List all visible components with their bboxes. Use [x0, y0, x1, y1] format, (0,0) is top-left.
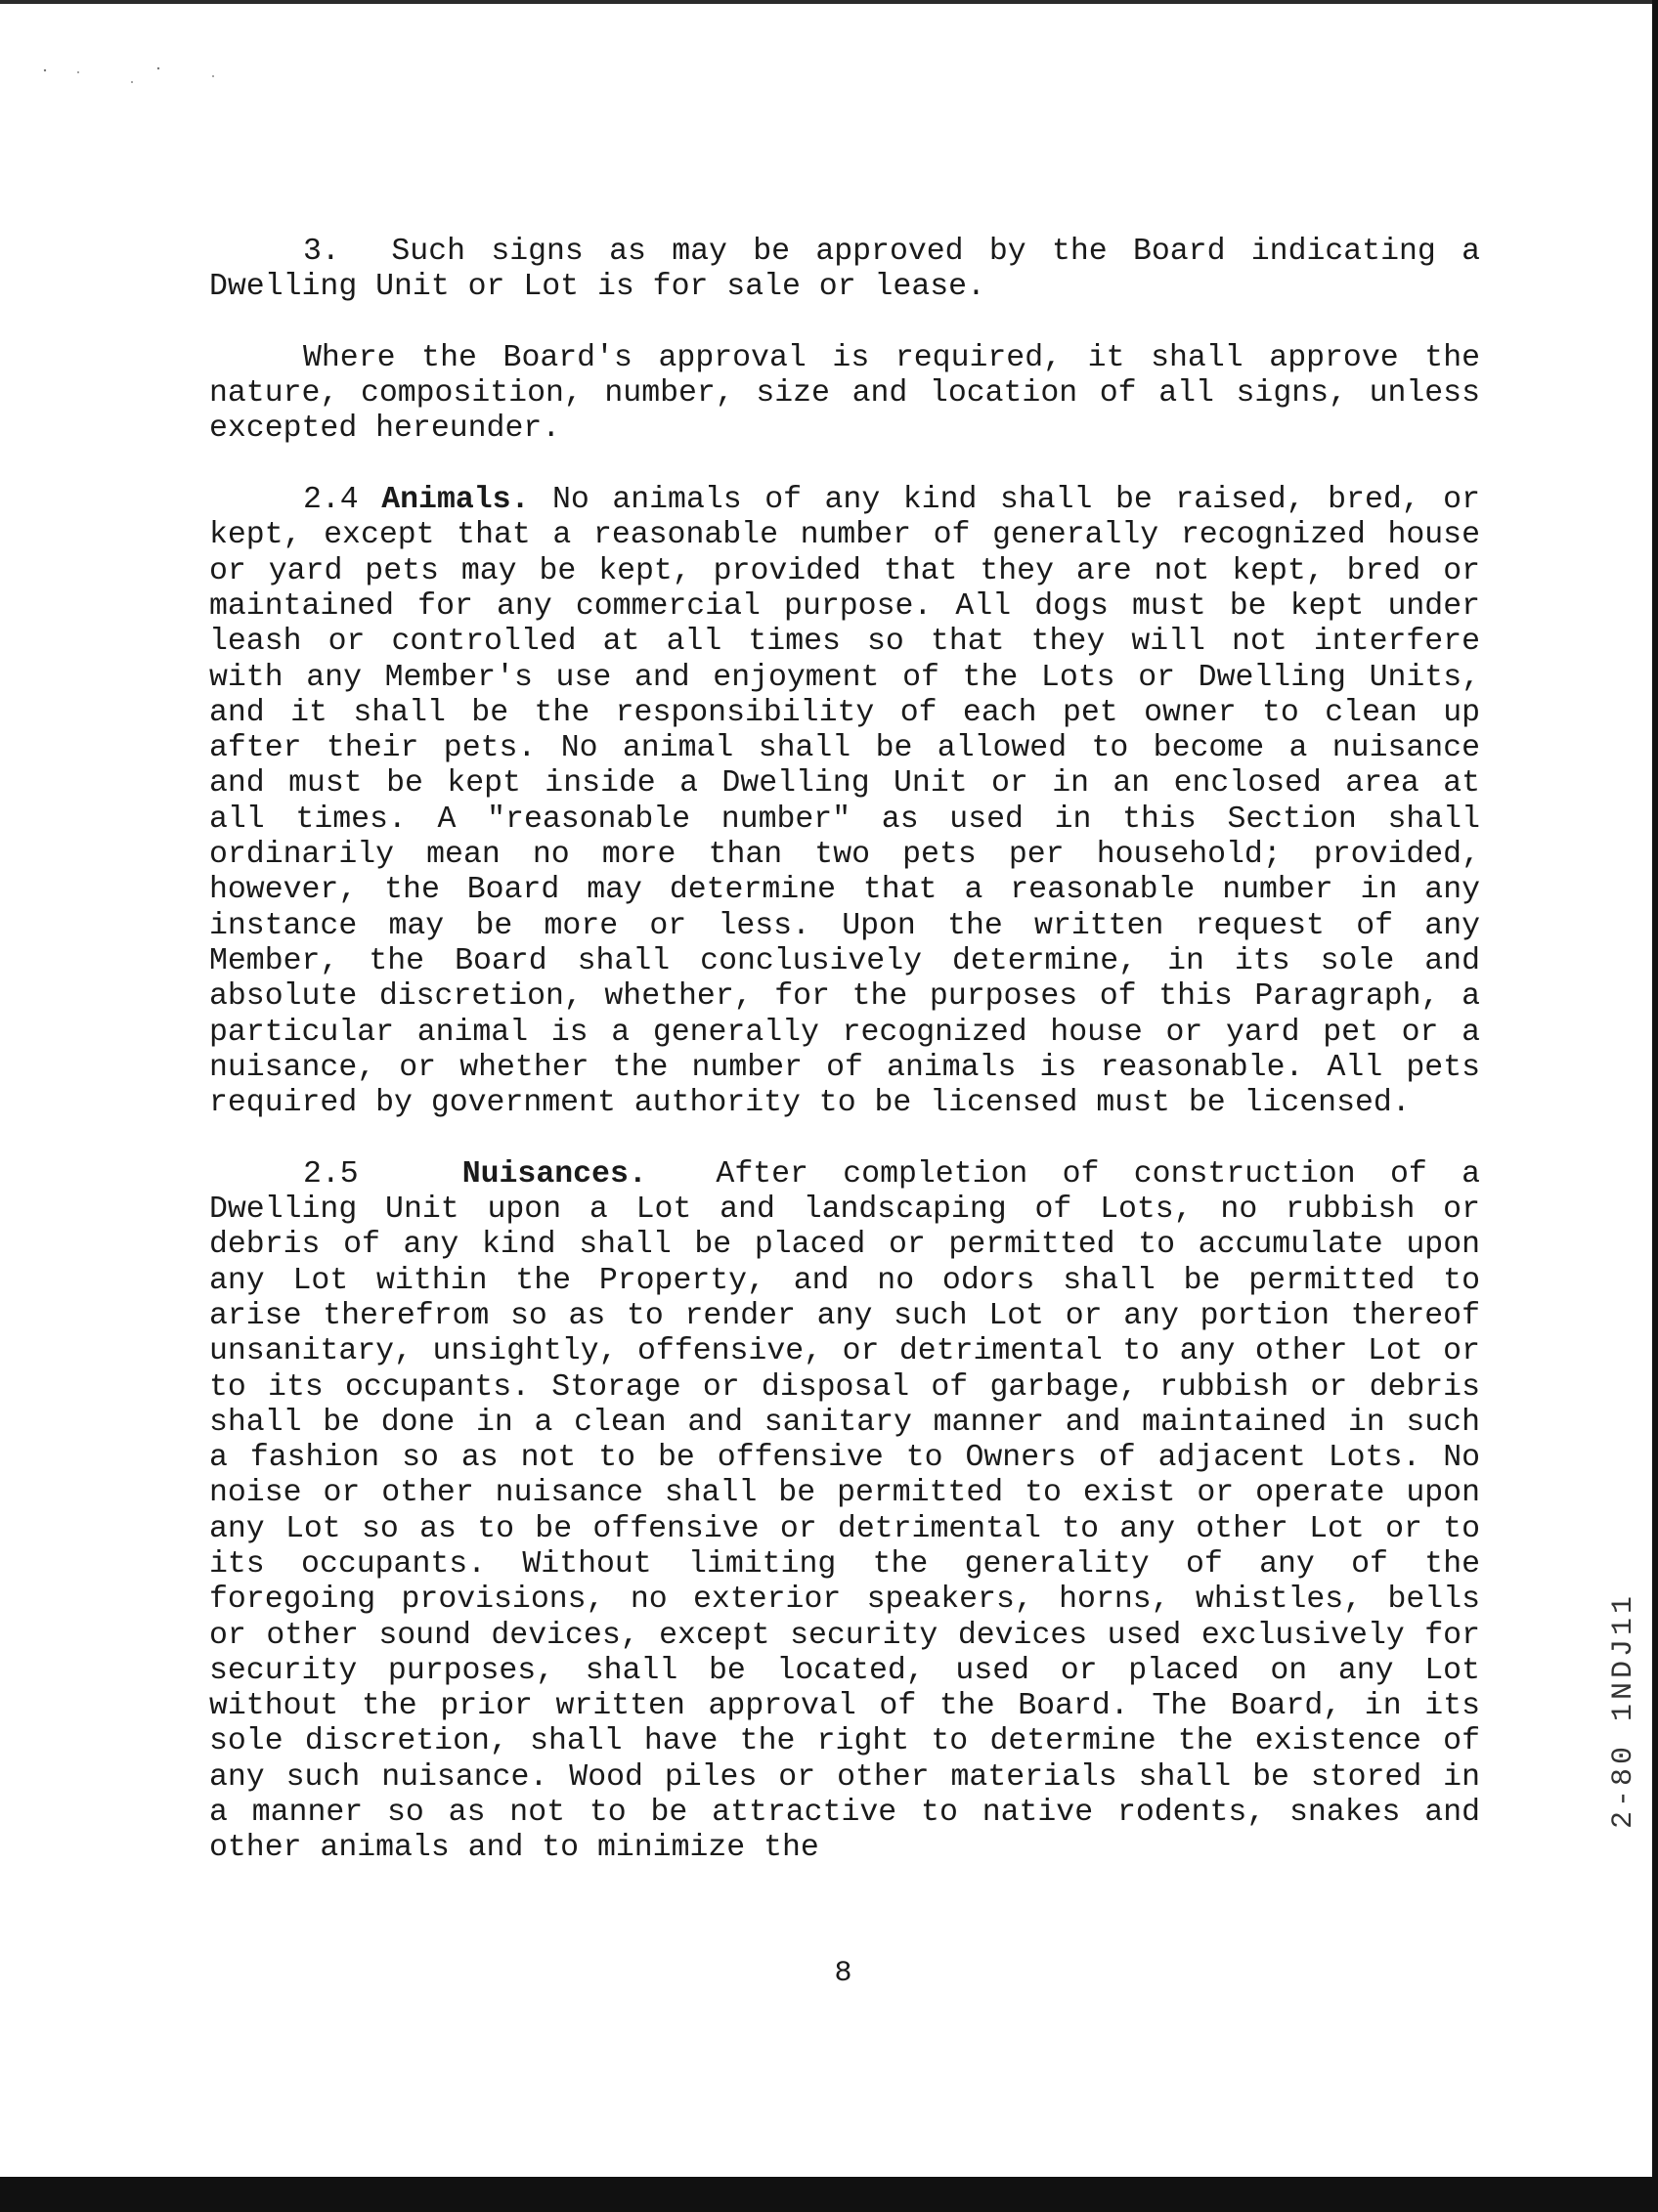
section-2-4-animals — [209, 483, 1480, 1121]
scan-border-bottom — [0, 2177, 1658, 2212]
scan-border-right — [1652, 0, 1658, 2212]
side-stamp-vertical — [1603, 1544, 1642, 1877]
scan-specks — [39, 61, 235, 90]
document-body — [209, 235, 1480, 1902]
paragraph-text: Where the Board's approval is required, it shall approve the nature, composition, number, size and location of all signs, unless excepted hereunder. — [209, 340, 1480, 447]
section-text: No animals of any kind shall be raised, bred, or kept, except that a reasonable number of generally recognized house or yard pets may be kept, provided that they are not kept, bred or maintained for any commercial purpose. All dogs must be kept under leash or controlled at all times so that they will not interfere with any Member's use and enjoyment of the Lots or Dwelling Units, and it shall be the responsibility of each pet owner to clean up after their pets. No animal shall be allowed to become a nuisance and must be kept inside a Dwelling Unit or in an enclosed area at all times. A "reasonable number" as used in this Section shall ordinarily mean no more than two pets per household; provided, however, the Board may determine that a reasonable number in any instance may be more or less. Upon the written request of any Member, the Board shall conclusively determine, in its sole and absolute discretion, whether, for the purposes of this Paragraph, a particular animal is a generally recognized house or yard pet or a nuisance, or whether the number of animals is reasonable. All pets required by government authority to be licensed must be licensed. — [209, 483, 1480, 1121]
paragraph-board-approval — [209, 341, 1480, 448]
section-heading: Animals. — [381, 483, 530, 518]
section-text: After completion of construction of a Dwelling Unit upon a Lot and landscaping of Lots, no rubbish or debris of any kind shall be placed or permitted to accumulate upon any Lot within the Property, and no odors shall be permitted to arise therefrom so as to render any such Lot or any portion thereof unsanitary, unsightly, offensive, or detrimental to any other Lot or to its occupants. Storage or disposal of garbage, rubbish or debris shall be done in a clean and sanitary manner and maintained in such a fashion so as not to be offensive to Owners of adjacent Lots. No noise or other nuisance shall be permitted to exist or operate upon any Lot so as to be offensive or detrimental to any other Lot or to its occupants. Without limiting the generality of any of the foregoing provisions, no exterior speakers, horns, whistles, bells or other sound devices, except security devices used exclusively for security purposes, shall be located, used or placed on any Lot without the prior written approval of the Board. The Board, in its sole discretion, shall have the right to determine the existence of any such nuisance. Wood piles or other materials shall be stored in a manner so as not to be attractive to native rodents, snakes and other animals and to minimize the — [209, 1156, 1480, 1866]
side-stamp-text: 2-80 1NDJ11 — [1606, 1591, 1640, 1830]
scan-border-top — [0, 0, 1658, 4]
page-number: 8 — [834, 1957, 852, 1990]
paragraph-signs-3 — [209, 235, 1480, 306]
section-heading: Nuisances. — [461, 1156, 647, 1192]
paragraph-number: 3. — [303, 235, 340, 269]
section-number: 2.5 — [303, 1156, 359, 1192]
section-2-5-nuisances — [209, 1157, 1480, 1867]
paragraph-text: Such signs as may be approved by the Board indicating a Dwelling Unit or Lot is for sale or lease. — [209, 235, 1480, 305]
section-number: 2.4 — [303, 483, 359, 518]
